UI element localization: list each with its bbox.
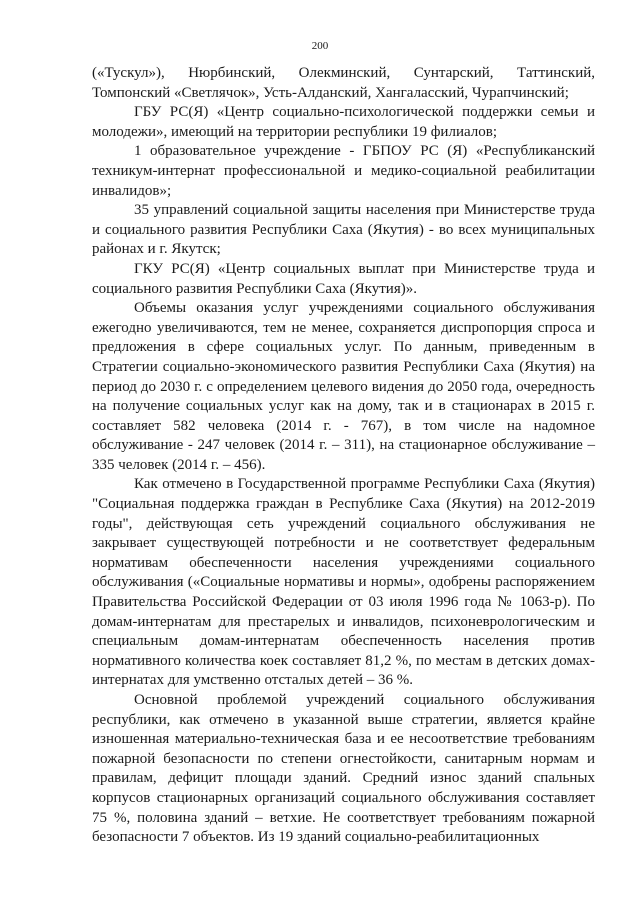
paragraph-1: («Тускул»), Нюрбинский, Олекминский, Сунтарский, Таттинский, Томпонский «Светлячок», Усть-Алданский, Хангаласский, Чурапчинский;: [92, 65, 595, 101]
paragraph-4: 35 управлений социальной защиты населения при Министерстве труда и социального развития Республики Саха (Якутия) - во всех муниципальных районах и г. Якутск;: [92, 202, 595, 258]
paragraph-8: Основной проблемой учреждений социального обслуживания республики, как отмечено в указанной выше стратегии, является крайне изношенная материально-техническая база и ее несоответствие требованиям пожарной безопасности по степени огнестойкости, санитарным нормам и правилам, дефицит площади зданий. Средний износ зданий спальных корпусов стационарных организаций социального обслуживания составляет 75 %, половина зданий – ветхие. Не соответствует требованиям пожарной безопасности 7 объектов. Из 19 зданий социально-реабилитационных: [92, 692, 595, 846]
document-body: [92, 64, 595, 848]
paragraph-2: ГБУ РС(Я) «Центр социально-психологической поддержки семьи и молодежи», имеющий на территории республики 19 филиалов;: [92, 104, 595, 140]
paragraph-7: Как отмечено в Государственной программе Республики Саха (Якутия) "Социальная поддержка граждан в Республике Саха (Якутия) на 2012-2019 годы", действующая сеть учреждений социального обслуживания не закрывает существующей потребности и не соответствует федеральным нормативам обеспеченности населения учреждениями социального обслуживания («Социальные нормативы и нормы», одобрены распоряжением Правительства Российской Федерации от 03 июля 1996 года № 1063-р). По домам-интернатам для престарелых и инвалидов, психоневрологическим и специальным домам-интернатам обеспеченность населения против нормативного количества коек составляет 81,2 %, по местам в детских домах-интернатах для умственно отсталых детей – 36 %.: [92, 476, 595, 689]
paragraph-6: Объемы оказания услуг учреждениями социального обслуживания ежегодно увеличиваются, тем не менее, сохраняется диспропорция спроса и предложения в сфере социальных услуг. По данным, приведенным в Стратегии социально-экономического развития Республики Саха (Якутия) на период до 2030 г. с определением целевого видения до 2050 года, очередность на получение социальных услуг как на дому, так и в стационарах в 2015 г. составляет 582 человека (2014 г. - 767), в том числе на надомное обслуживание - 247 человек (2014 г. – 311), на стационарное обслуживание – 335 человек (2014 г. – 456).: [92, 300, 595, 473]
page-number: 200: [311, 40, 329, 52]
paragraph-5: ГКУ РС(Я) «Центр социальных выплат при Министерстве труда и социального развития Республики Саха (Якутия)».: [92, 260, 595, 297]
paragraph-3: 1 образовательное учреждение - ГБПОУ РС (Я) «Республиканский техникум-интернат профессиональной и медико-социальной реабилитации инвалидов»;: [92, 143, 595, 199]
